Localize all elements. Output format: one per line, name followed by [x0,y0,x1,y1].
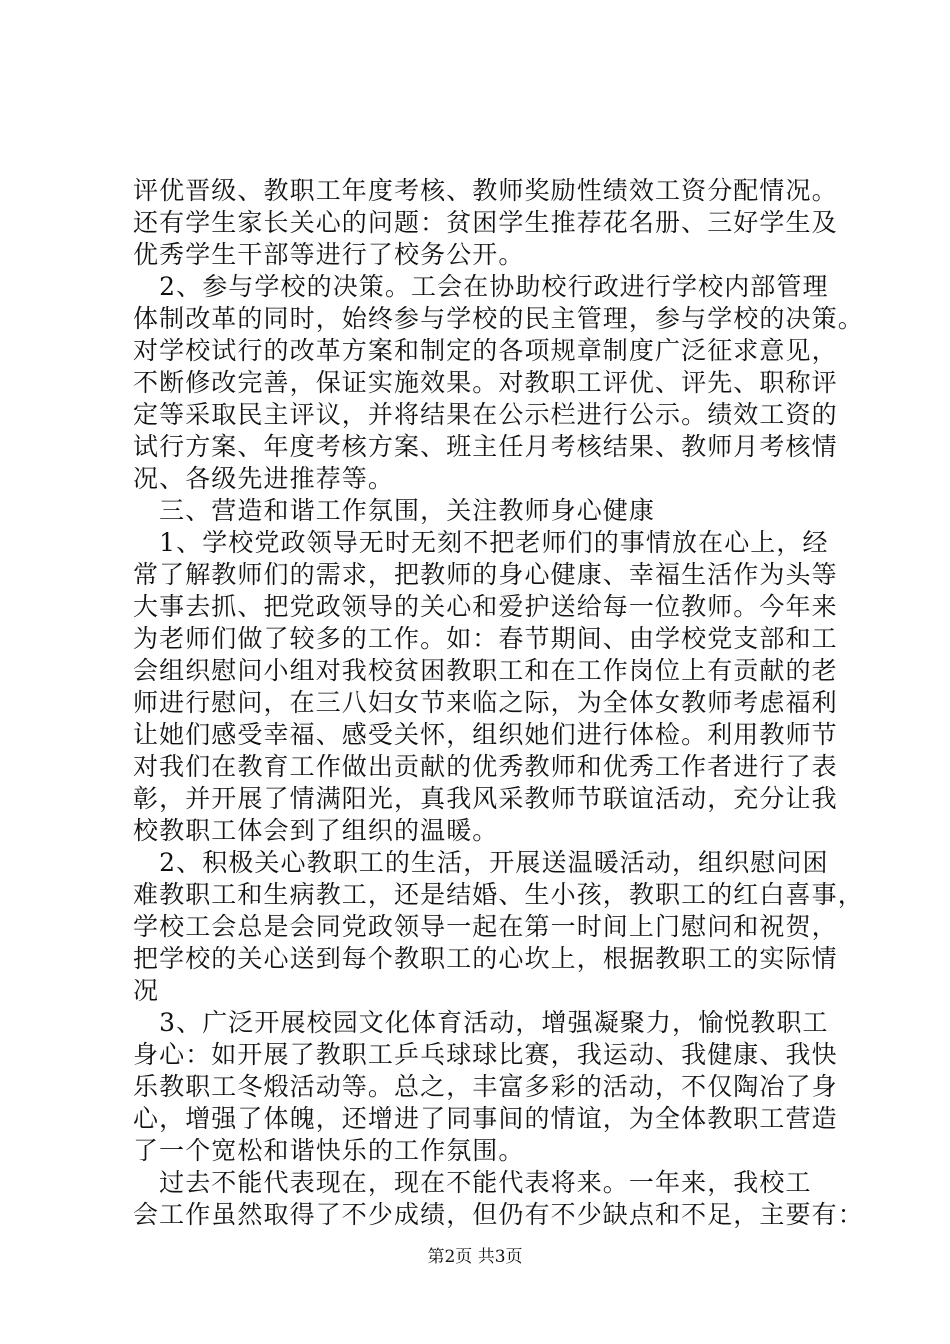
text-line: 评优晋级、教职工年度考核、教师奖励性绩效工资分配情况。 [133,176,838,205]
text-line: 彰，并开展了情满阳光，真我风采教师节联谊活动，充分让我 [133,784,838,813]
text-line: 体制改革的同时，始终参与学校的民主管理，参与学校的决策。 [133,304,864,333]
text-line: 不断修改完善，保证实施效果。对教职工评优、评先、职称评 [133,368,838,397]
text-line: 大事去抓、把党政领导的关心和爱护送给每一位教师。今年来 [133,592,838,621]
text-line: 让她们感受幸福、感受关怀，组织她们进行体检。利用教师节 [133,720,838,749]
text-line: 况 [133,976,160,1005]
text-line: 还有学生家长关心的问题：贫困学生推荐花名册、三好学生及 [133,208,838,237]
text-line: 乐教职工冬煅活动等。总之，丰富多彩的活动，不仅陶冶了身 [133,1072,838,1101]
page-number-footer: 第2页 共3页 [427,1247,523,1267]
text-line: 对我们在教育工作做出贡献的优秀教师和优秀工作者进行了表 [133,752,838,781]
text-line: 优秀学生干部等进行了校务公开。 [133,240,525,269]
text-line: 会组织慰问小组对我校贫困教职工和在工作岗位上有贡献的老 [133,656,838,685]
text-line: 试行方案、年度考核方案、班主任月考核结果、教师月考核情 [133,432,838,461]
text-line: 学校工会总是会同党政领导一起在第一时间上门慰问和祝贺， [133,912,838,941]
text-line: 常了解教师们的需求，把教师的身心健康、幸福生活作为头等 [133,560,838,589]
text-line: 3、广泛开展校园文化体育活动，增强凝聚力，愉悦教职工 [133,1008,829,1037]
text-line: 定等采取民主评议，并将结果在公示栏进行公示。绩效工资的 [133,400,838,429]
text-line: 过去不能代表现在，现在不能代表将来。一年来，我校工 [133,1168,812,1197]
text-line: 会工作虽然取得了不少成绩，但仍有不少缺点和不足，主要有： [133,1200,864,1229]
text-line: 2、积极关心教职工的生活，开展送温暖活动，组织慰问困 [133,848,829,877]
text-line: 2、参与学校的决策。工会在协助校行政进行学校内部管理 [133,272,829,301]
text-line: 1、学校党政领导无时无刻不把老师们的事情放在心上，经 [133,528,829,557]
text-line: 对学校试行的改革方案和制定的各项规章制度广泛征求意见， [133,336,838,365]
text-line: 了一个宽松和谐快乐的工作氛围。 [133,1136,525,1165]
text-line: 把学校的关心送到每个教职工的心坎上，根据教职工的实际情 [133,944,838,973]
text-line: 身心：如开展了教职工乒乓球球比赛，我运动、我健康、我快 [133,1040,838,1069]
section-heading: 三、营造和谐工作氛围，关注教师身心健康 [133,496,656,525]
text-line: 心，增强了体魄，还增进了同事间的情谊，为全体教职工营造 [133,1104,838,1133]
text-line: 况、各级先进推荐等。 [133,464,395,493]
text-line: 为老师们做了较多的工作。如：春节期间、由学校党支部和工 [133,624,838,653]
text-line: 师进行慰问，在三八妇女节来临之际，为全体女教师考虑福利 [133,688,838,717]
text-line: 难教职工和生病教工，还是结婚、生小孩，教职工的红白喜事， [133,880,864,909]
text-line: 校教职工体会到了组织的温暖。 [133,816,499,845]
